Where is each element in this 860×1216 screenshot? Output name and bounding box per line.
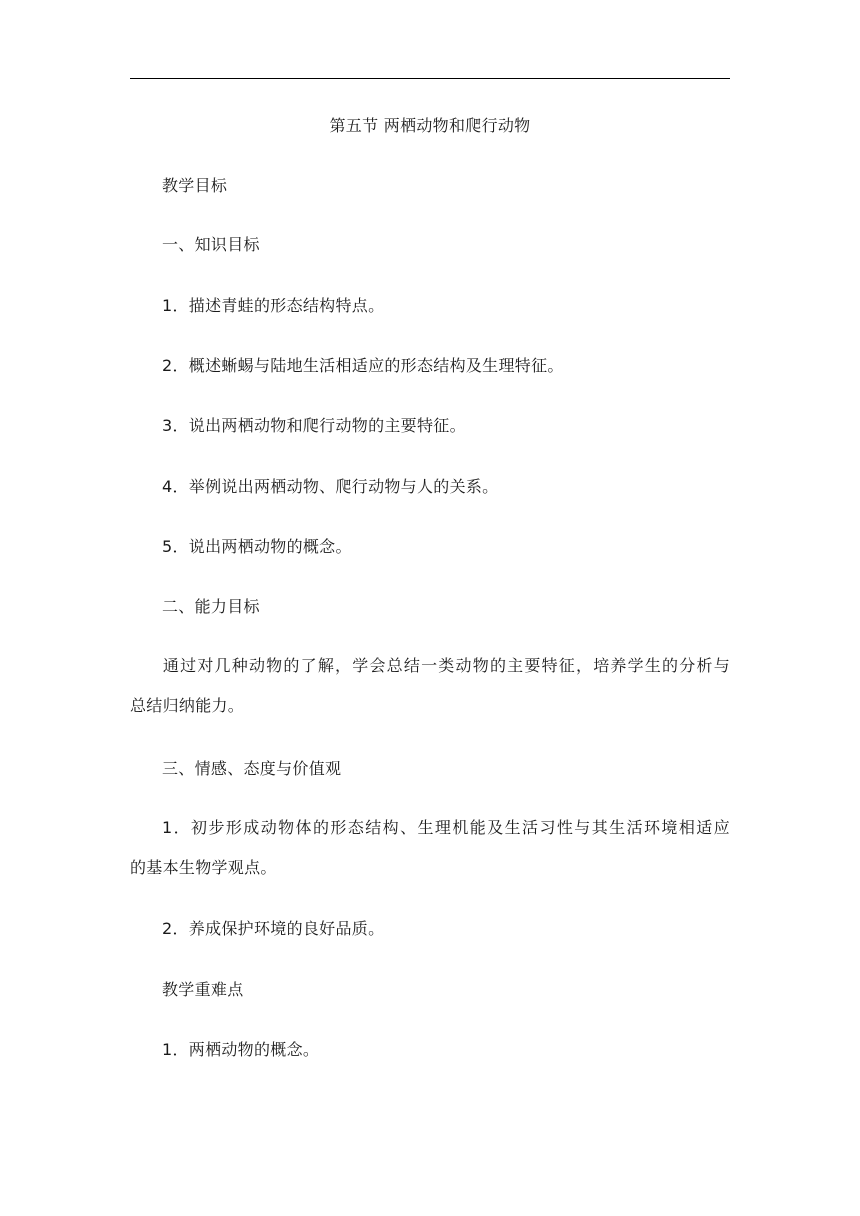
paragraph-text: 2．概述蜥蜴与陆地生活相适应的形态结构及生理特征。 <box>162 356 564 375</box>
list-item <box>130 917 730 941</box>
paragraph-text: 教学目标 <box>162 176 228 195</box>
paragraph-text: 一、知识目标 <box>162 235 260 254</box>
paragraph-text: 2．养成保护环境的良好品质。 <box>162 919 385 938</box>
header-rule <box>130 78 730 79</box>
section-heading-values <box>130 757 730 781</box>
paragraph-text: 的基本生物学观点。 <box>130 858 277 877</box>
list-item <box>130 354 730 378</box>
document-title: 第五节 两栖动物和爬行动物 <box>329 116 531 135</box>
section-heading-ability-goals <box>130 595 730 619</box>
list-item <box>130 414 730 438</box>
paragraph-text: 4．举例说出两栖动物、爬行动物与人的关系。 <box>162 477 499 496</box>
paragraph-text: 1．描述青蛙的形态结构特点。 <box>162 296 385 315</box>
paragraph-text: 1．两栖动物的概念。 <box>162 1040 320 1059</box>
list-item <box>130 475 730 499</box>
list-item <box>130 535 730 559</box>
section-heading-key-points <box>130 978 730 1002</box>
list-item <box>130 1038 730 1062</box>
list-item <box>130 294 730 318</box>
paragraph-text: 教学重难点 <box>162 980 244 999</box>
section-heading-teaching-goals <box>130 174 730 198</box>
paragraph-text: 3．说出两栖动物和爬行动物的主要特征。 <box>162 416 466 435</box>
paragraph-text: 1．初步形成动物体的形态结构、生理机能及生活习性与其生活环境相适应 <box>162 818 730 837</box>
paragraph-text: 5．说出两栖动物的概念。 <box>162 537 352 556</box>
body-paragraph <box>130 654 730 718</box>
paragraph-text: 通过对几种动物的了解，学会总结一类动物的主要特征，培养学生的分析与 <box>162 656 730 675</box>
section-heading-knowledge-goals <box>130 233 730 257</box>
paragraph-text: 三、情感、态度与价值观 <box>162 759 342 778</box>
paragraph-text: 总结归纳能力。 <box>130 696 245 715</box>
paragraph-text: 二、能力目标 <box>162 597 260 616</box>
body-paragraph <box>130 816 730 880</box>
